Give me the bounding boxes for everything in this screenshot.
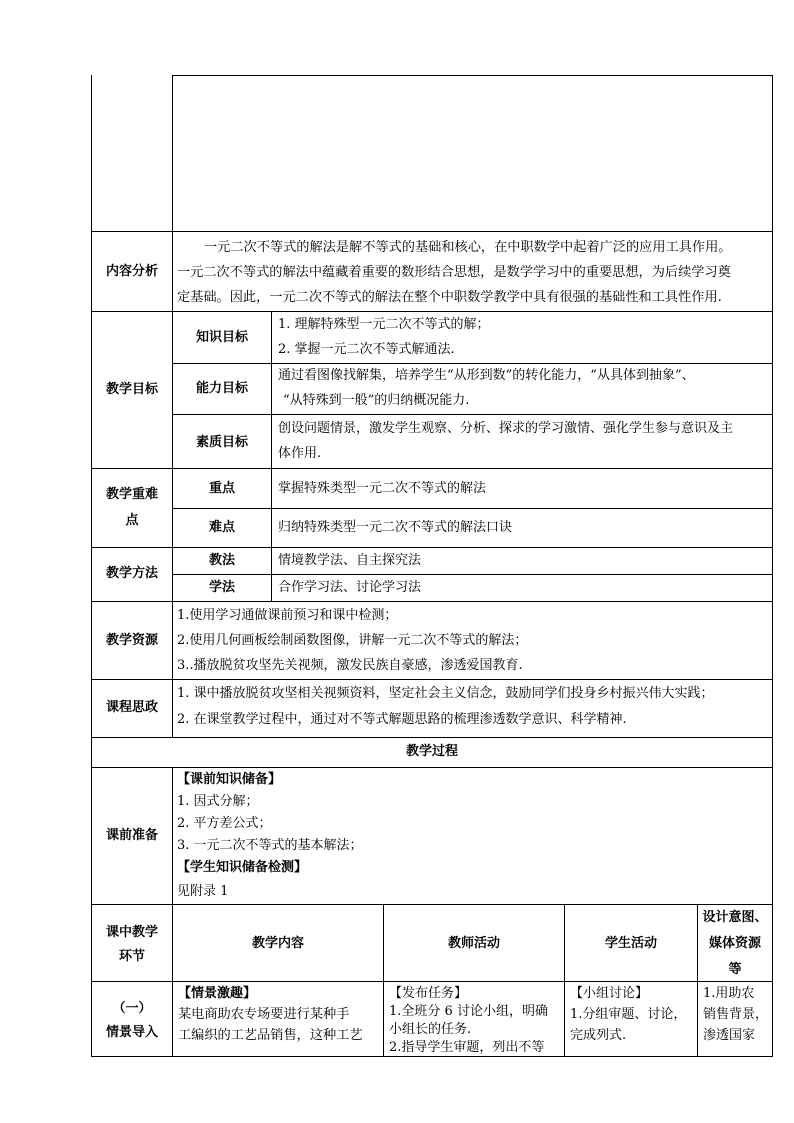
row1-student-line-2: 完成列式. <box>570 1028 627 1043</box>
content-analysis-line-1: 一元二次不等式的解法是解不等式的基础和核心，在中职数学中起着广泛的应用工具作用。 <box>204 240 732 255</box>
key-point-label: 重点 <box>208 481 235 496</box>
row1-teacher-line-2: 小组长的任务. <box>389 1022 472 1037</box>
row1-content-line-1: 某电商助农专场要进行某种手 <box>178 1007 350 1022</box>
row1-teacher-line-3: 2.指导学生审题，列出不等 <box>389 1040 545 1055</box>
row1-design-line-3: 渗透国家 <box>703 1028 756 1043</box>
prep-label: 课前准备 <box>105 828 158 843</box>
ability-goal-label: 能力目标 <box>195 381 248 396</box>
difficult-point-text: 归纳特殊类型一元二次不等式的解法口诀 <box>278 520 513 535</box>
knowledge-goal-line-2: 2. 掌握一元二次不等式解通法. <box>278 342 455 357</box>
key-point-text: 掌握特殊类型一元二次不等式的解法 <box>278 481 487 496</box>
header-segment-line-2: 环节 <box>118 949 145 964</box>
header-teacher: 教师活动 <box>447 936 500 951</box>
row1-content-line-2: 工编织的工艺品销售，这种工艺 <box>178 1028 363 1043</box>
prep-heading-check: 【学生知识储备检测】 <box>177 860 308 875</box>
teach-method-text: 情境教学法、自主探究法 <box>278 553 422 568</box>
resources-line-3: 3..播放脱贫攻坚先关视频，激发民族自豪感，渗透爱国教育. <box>177 658 523 673</box>
header-design-line-1: 设计意图、 <box>702 910 768 925</box>
key-points-label-line-2: 点 <box>125 513 139 528</box>
row1-teacher-heading: 【发布任务】 <box>389 986 468 1001</box>
ability-goal-line-1: 通过看图像找解集，培养学生“从形到数”的转化能力，“从具体到抽象”、 <box>278 368 695 383</box>
row1-teacher-line-1: 1.全班分 6 讨论小组，明确 <box>389 1004 548 1019</box>
row1-student-heading: 【小组讨论】 <box>570 986 649 1001</box>
process-title: 教学过程 <box>405 744 458 759</box>
row1-design-line-1: 1.用助农 <box>703 986 755 1001</box>
prep-appendix: 见附录 1 <box>177 884 229 899</box>
ideology-line-1: 1. 课中播放脱贫攻坚相关视频资料，坚定社会主义信念，鼓励同学们投身乡村振兴伟大实践； <box>177 686 714 701</box>
row1-student-line-1: 1.分组审题、讨论， <box>570 1007 687 1022</box>
resources-label: 教学资源 <box>105 633 158 648</box>
teaching-goals-label: 教学目标 <box>105 382 158 397</box>
content-analysis-line-3: 定基础。因此，一元二次不等式的解法在整个中职数学教学中具有很强的基础性和工具性作用. <box>177 290 722 305</box>
quality-goal-line-2: 体作用. <box>278 446 322 461</box>
prep-item-1: 1. 因式分解； <box>177 794 259 809</box>
ideology-label: 课程思政 <box>105 700 158 715</box>
learn-method-label: 学法 <box>208 580 235 595</box>
quality-goal-label: 素质目标 <box>195 435 248 450</box>
prep-item-3: 3. 一元二次不等式的基本解法； <box>177 838 363 853</box>
content-analysis-label: 内容分析 <box>105 264 158 279</box>
content-analysis-line-2: 一元二次不等式的解法中蕴藏着重要的数形结合思想，是数学学习中的重要思想，为后续学习奠 <box>177 265 731 280</box>
difficult-point-label: 难点 <box>208 520 235 535</box>
row1-content-heading: 【情景激趣】 <box>178 986 257 1001</box>
resources-line-2: 2.使用几何画板绘制函数图像，讲解一元二次不等式的解法； <box>177 633 528 648</box>
header-student: 学生活动 <box>604 936 657 951</box>
row1-segment-line-1: （一） <box>112 1001 152 1016</box>
ideology-line-2: 2. 在课堂教学过程中，通过对不等式解题思路的梳理渗透数学意识、科学精神. <box>177 712 627 727</box>
header-design-line-3: 等 <box>728 962 742 977</box>
knowledge-goal-line-1: 1. 理解特殊型一元二次不等式的解； <box>278 317 490 332</box>
teach-method-label: 教法 <box>208 553 235 568</box>
learn-method-text: 合作学习法、讨论学习法 <box>278 580 422 595</box>
header-design-line-2: 媒体资源 <box>708 936 761 951</box>
row1-segment-line-2: 情景导入 <box>105 1025 158 1040</box>
key-points-label-line-1: 教学重难 <box>105 487 158 502</box>
row1-design-line-2: 销售背景， <box>703 1007 769 1022</box>
prep-item-2: 2. 平方差公式； <box>177 816 272 831</box>
knowledge-goal-label: 知识目标 <box>195 330 248 345</box>
resources-line-1: 1.使用学习通做课前预习和课中检测； <box>177 608 398 623</box>
header-segment-line-1: 课中教学 <box>105 925 158 940</box>
quality-goal-line-1: 创设问题情景，激发学生观察、分析、探求的学习激情、强化学生参与意识及主 <box>278 421 734 436</box>
methods-label: 教学方法 <box>105 566 158 581</box>
prep-heading-knowledge: 【课前知识储备】 <box>177 772 282 787</box>
header-content: 教学内容 <box>251 936 304 951</box>
ability-goal-line-2: “从特殊到一般”的归纳概况能力. <box>283 393 470 408</box>
